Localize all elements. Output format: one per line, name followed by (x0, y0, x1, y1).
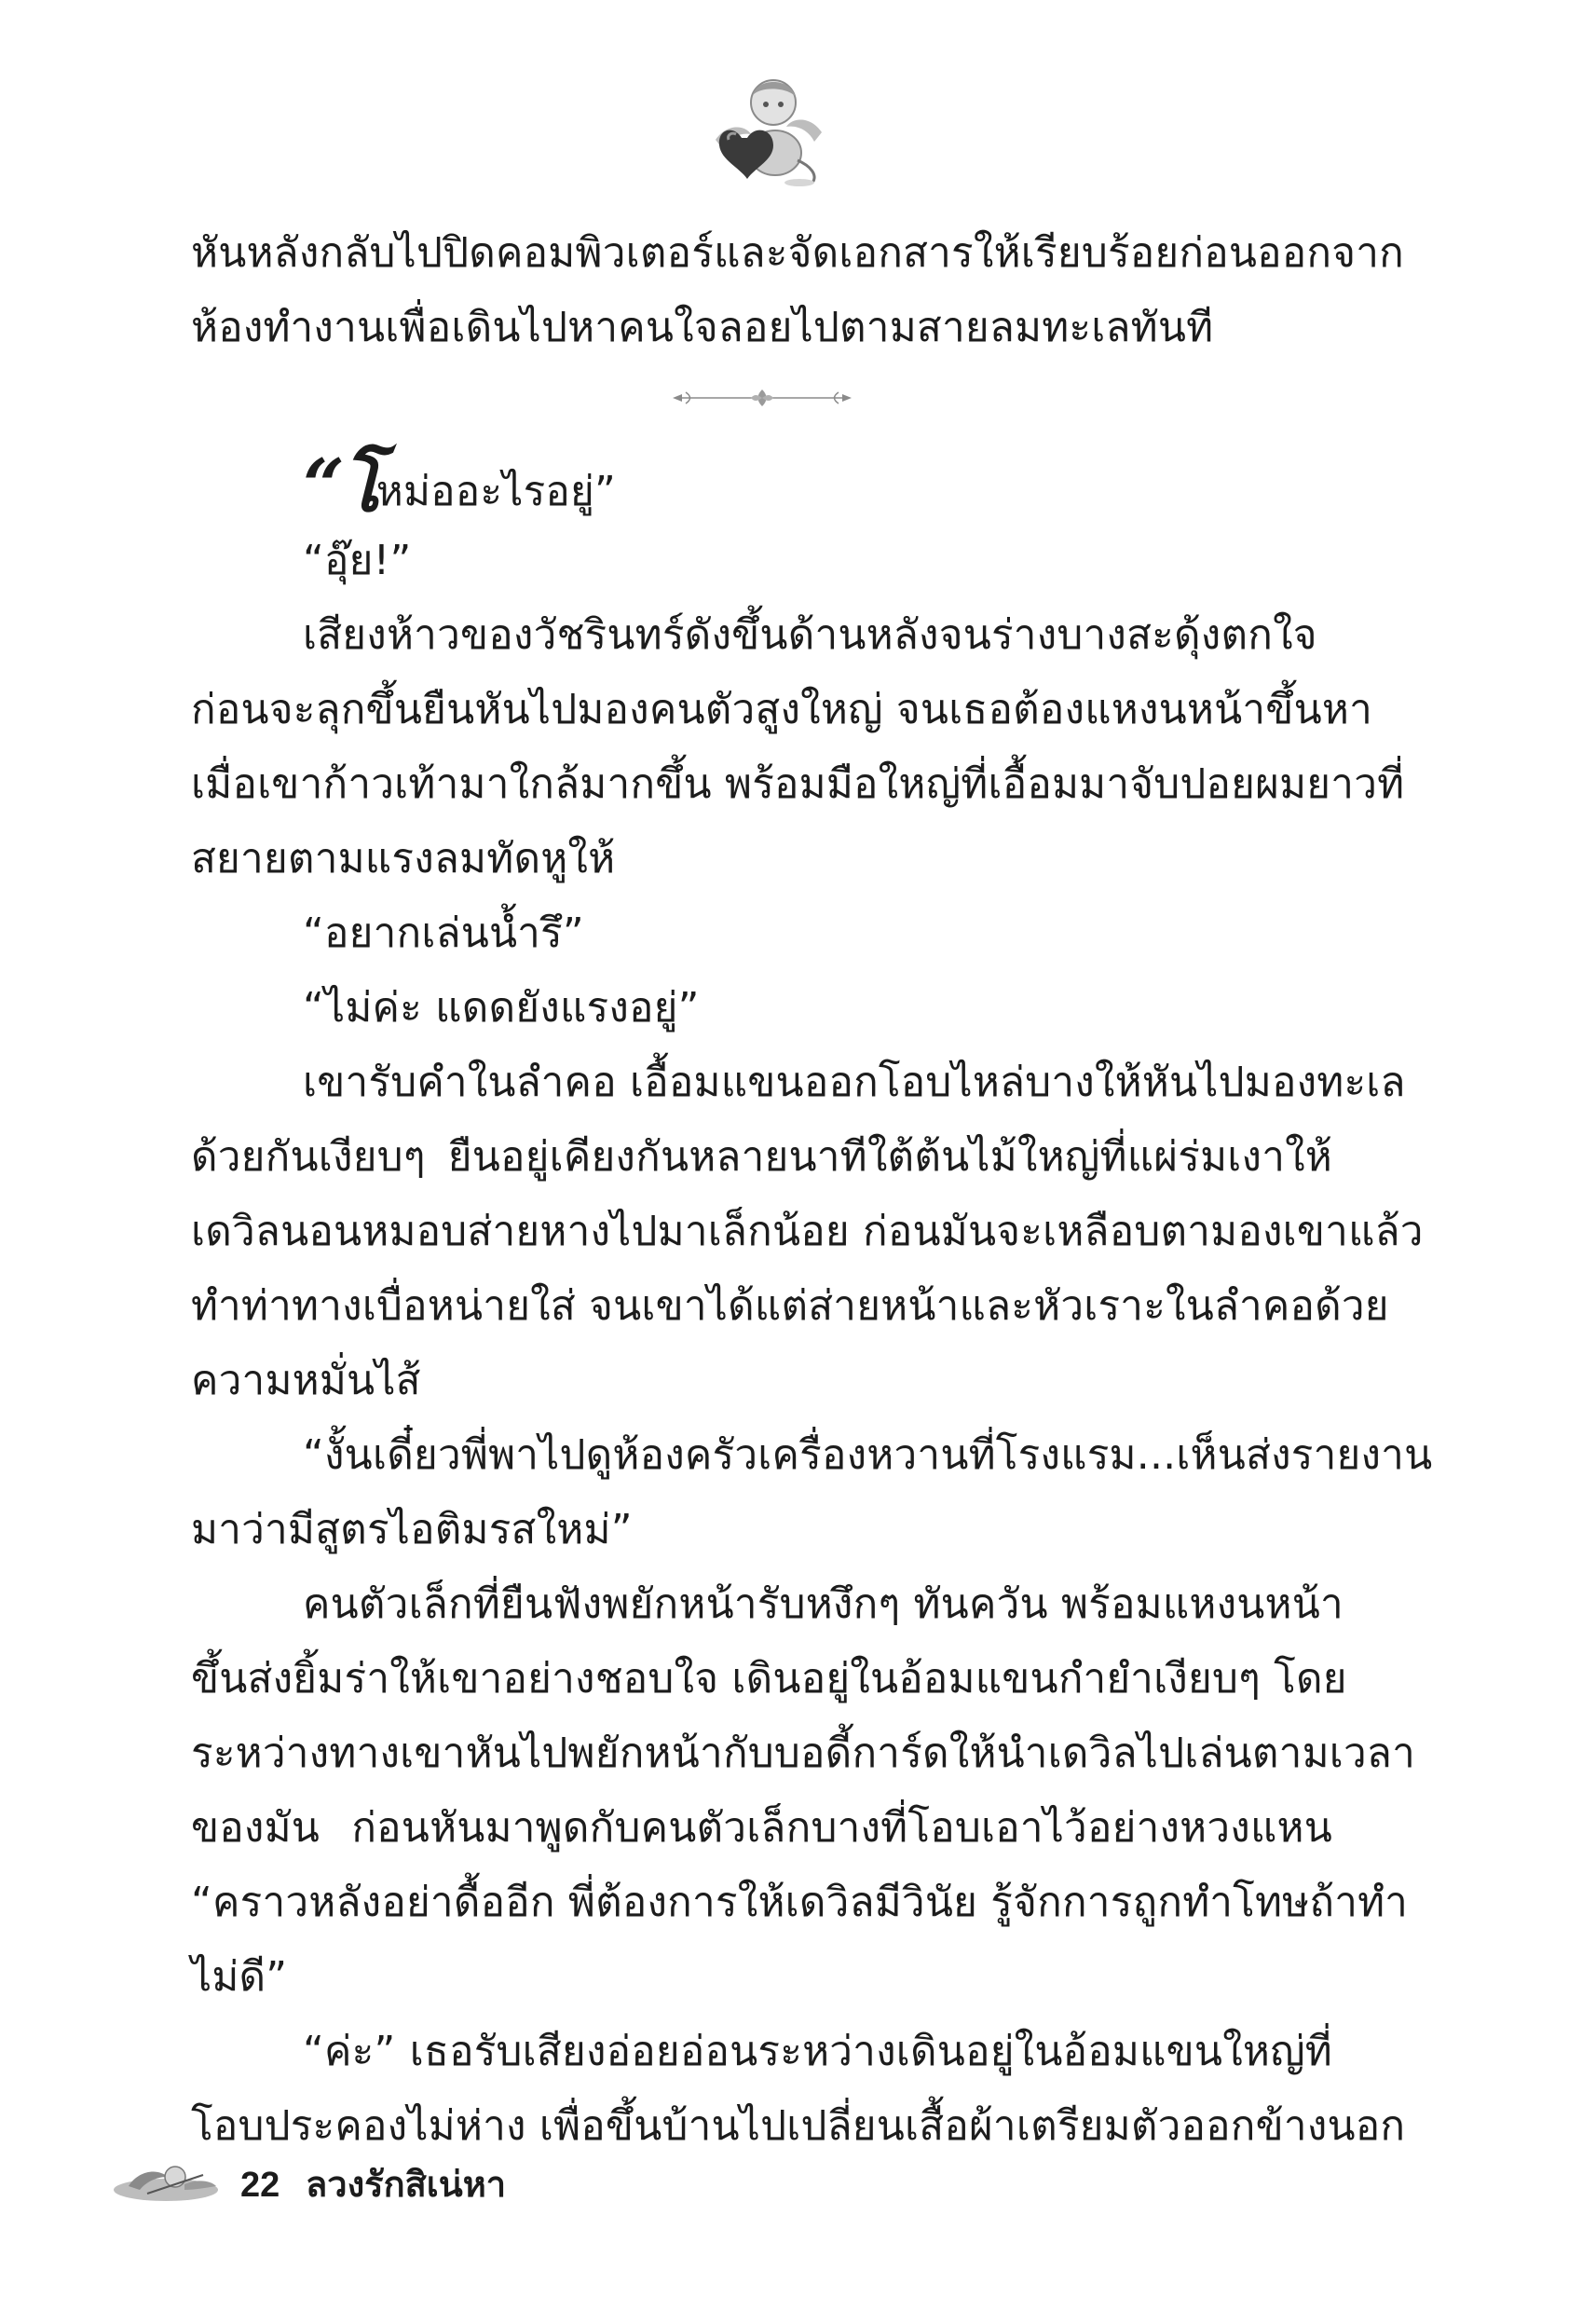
text-line: ทำท่าทางเบื่อหน่ายใส่ จนเขาได้แต่ส่ายหน้าและหัวเราะในลำคอด้วย (191, 1282, 1389, 1330)
text-line: ขึ้นส่งยิ้มร่าให้เขาอย่างชอบใจ เดินอยู่ในอ้อมแขนกำยำเงียบๆ โดย (191, 1655, 1347, 1702)
drop-cap: “โ (303, 444, 376, 528)
text-line: เดวิลนอนหมอบส่ายหางไปมาเล็กน้อย ก่อนมันจะเหลือบตามองเขาแล้ว (191, 1208, 1424, 1255)
dialogue-text: หม่ออะไรอยู่” (375, 468, 617, 515)
text-line: ของมัน ก่อนหันมาพูดกับคนตัวเล็กบางที่โอบเอาไว้อย่างหวงแหน (191, 1804, 1332, 1852)
text-line: ระหว่างทางเขาหันไปพยักหน้ากับบอดี้การ์ดให้นำเดวิลไปเล่นตามเวลา (191, 1730, 1415, 1777)
text-line: มาว่ามีสูตรไอติมรสใหม่” (191, 1506, 633, 1553)
text-line: “คราวหลังอย่าดื้ออีก พี่ต้องการให้เดวิลมีวินัย รู้จักการถูกทำโทษถ้าทำ (191, 1879, 1409, 1926)
text-line: ก่อนจะลุกขึ้นยืนหันไปมองคนตัวสูงใหญ่ จนเธอต้องแหงนหน้าขึ้นหา (191, 686, 1372, 733)
text-line: เขารับคำในลำคอ เอื้อมแขนออกโอบไหล่บางให้หันไปมองทะเล (303, 1059, 1406, 1106)
text-line: สยายตามแรงลมทัดหูให้ (191, 835, 616, 882)
dialogue-line: “อุ๊ย!” (303, 537, 412, 584)
ornament-divider-icon (669, 384, 855, 412)
text-line: “งั้นเดี๋ยวพี่พาไปดูห้องครัวเครื่องหวานที่โรงแรม...เห็นส่งรายงาน (303, 1431, 1433, 1479)
page-number: 22 (240, 2166, 280, 2205)
dialogue-line: “ไม่ค่ะ แดดยังแรงอยู่” (303, 984, 700, 1032)
cupid-footer-icon (110, 2158, 222, 2205)
book-title: ลวงรักสิเน่หา (306, 2166, 507, 2205)
text-line: ความหมั่นไส้ (191, 1357, 421, 1404)
text-line: ไม่ดี” (191, 1953, 288, 2001)
text-line: ด้วยกันเงียบๆ ยืนอยู่เคียงกันหลายนาทีใต้ต้นไม้ใหญ่ที่แผ่ร่มเงาให้ (191, 1133, 1332, 1181)
cupid-heart-icon (708, 67, 829, 188)
text-line: เสียงห้าวของวัชรินทร์ดังขึ้นด้านหลังจนร่างบางสะดุ้งตกใจ (303, 611, 1317, 659)
text-line: ห้องทำงานเพื่อเดินไปหาคนใจลอยไปตามสายลมทะเลทันที (191, 304, 1214, 351)
text-line: เมื่อเขาก้าวเท้ามาใกล้มากขึ้น พร้อมมือใหญ่ที่เอื้อมมาจับปอยผมยาวที่ (191, 760, 1405, 808)
text-line: “ค่ะ” เธอรับเสียงอ่อยอ่อนระหว่างเดินอยู่ในอ้อมแขนใหญ่ที่ (303, 2028, 1332, 2075)
text-line: คนตัวเล็กที่ยืนฟังพยักหน้ารับหงึกๆ ทันควัน พร้อมแหงนหน้า (303, 1580, 1344, 1628)
dialogue-line: “อยากเล่นน้ำรึ” (303, 909, 584, 957)
text-line: โอบประคองไม่ห่าง เพื่อขึ้นบ้านไปเปลี่ยนเสื้อผ้าเตรียมตัวออกข้างนอก (191, 2102, 1406, 2150)
dialogue-line (191, 444, 617, 528)
text-line: หันหลังกลับไปปิดคอมพิวเตอร์และจัดเอกสารให้เรียบร้อยก่อนออกจาก (191, 229, 1404, 277)
